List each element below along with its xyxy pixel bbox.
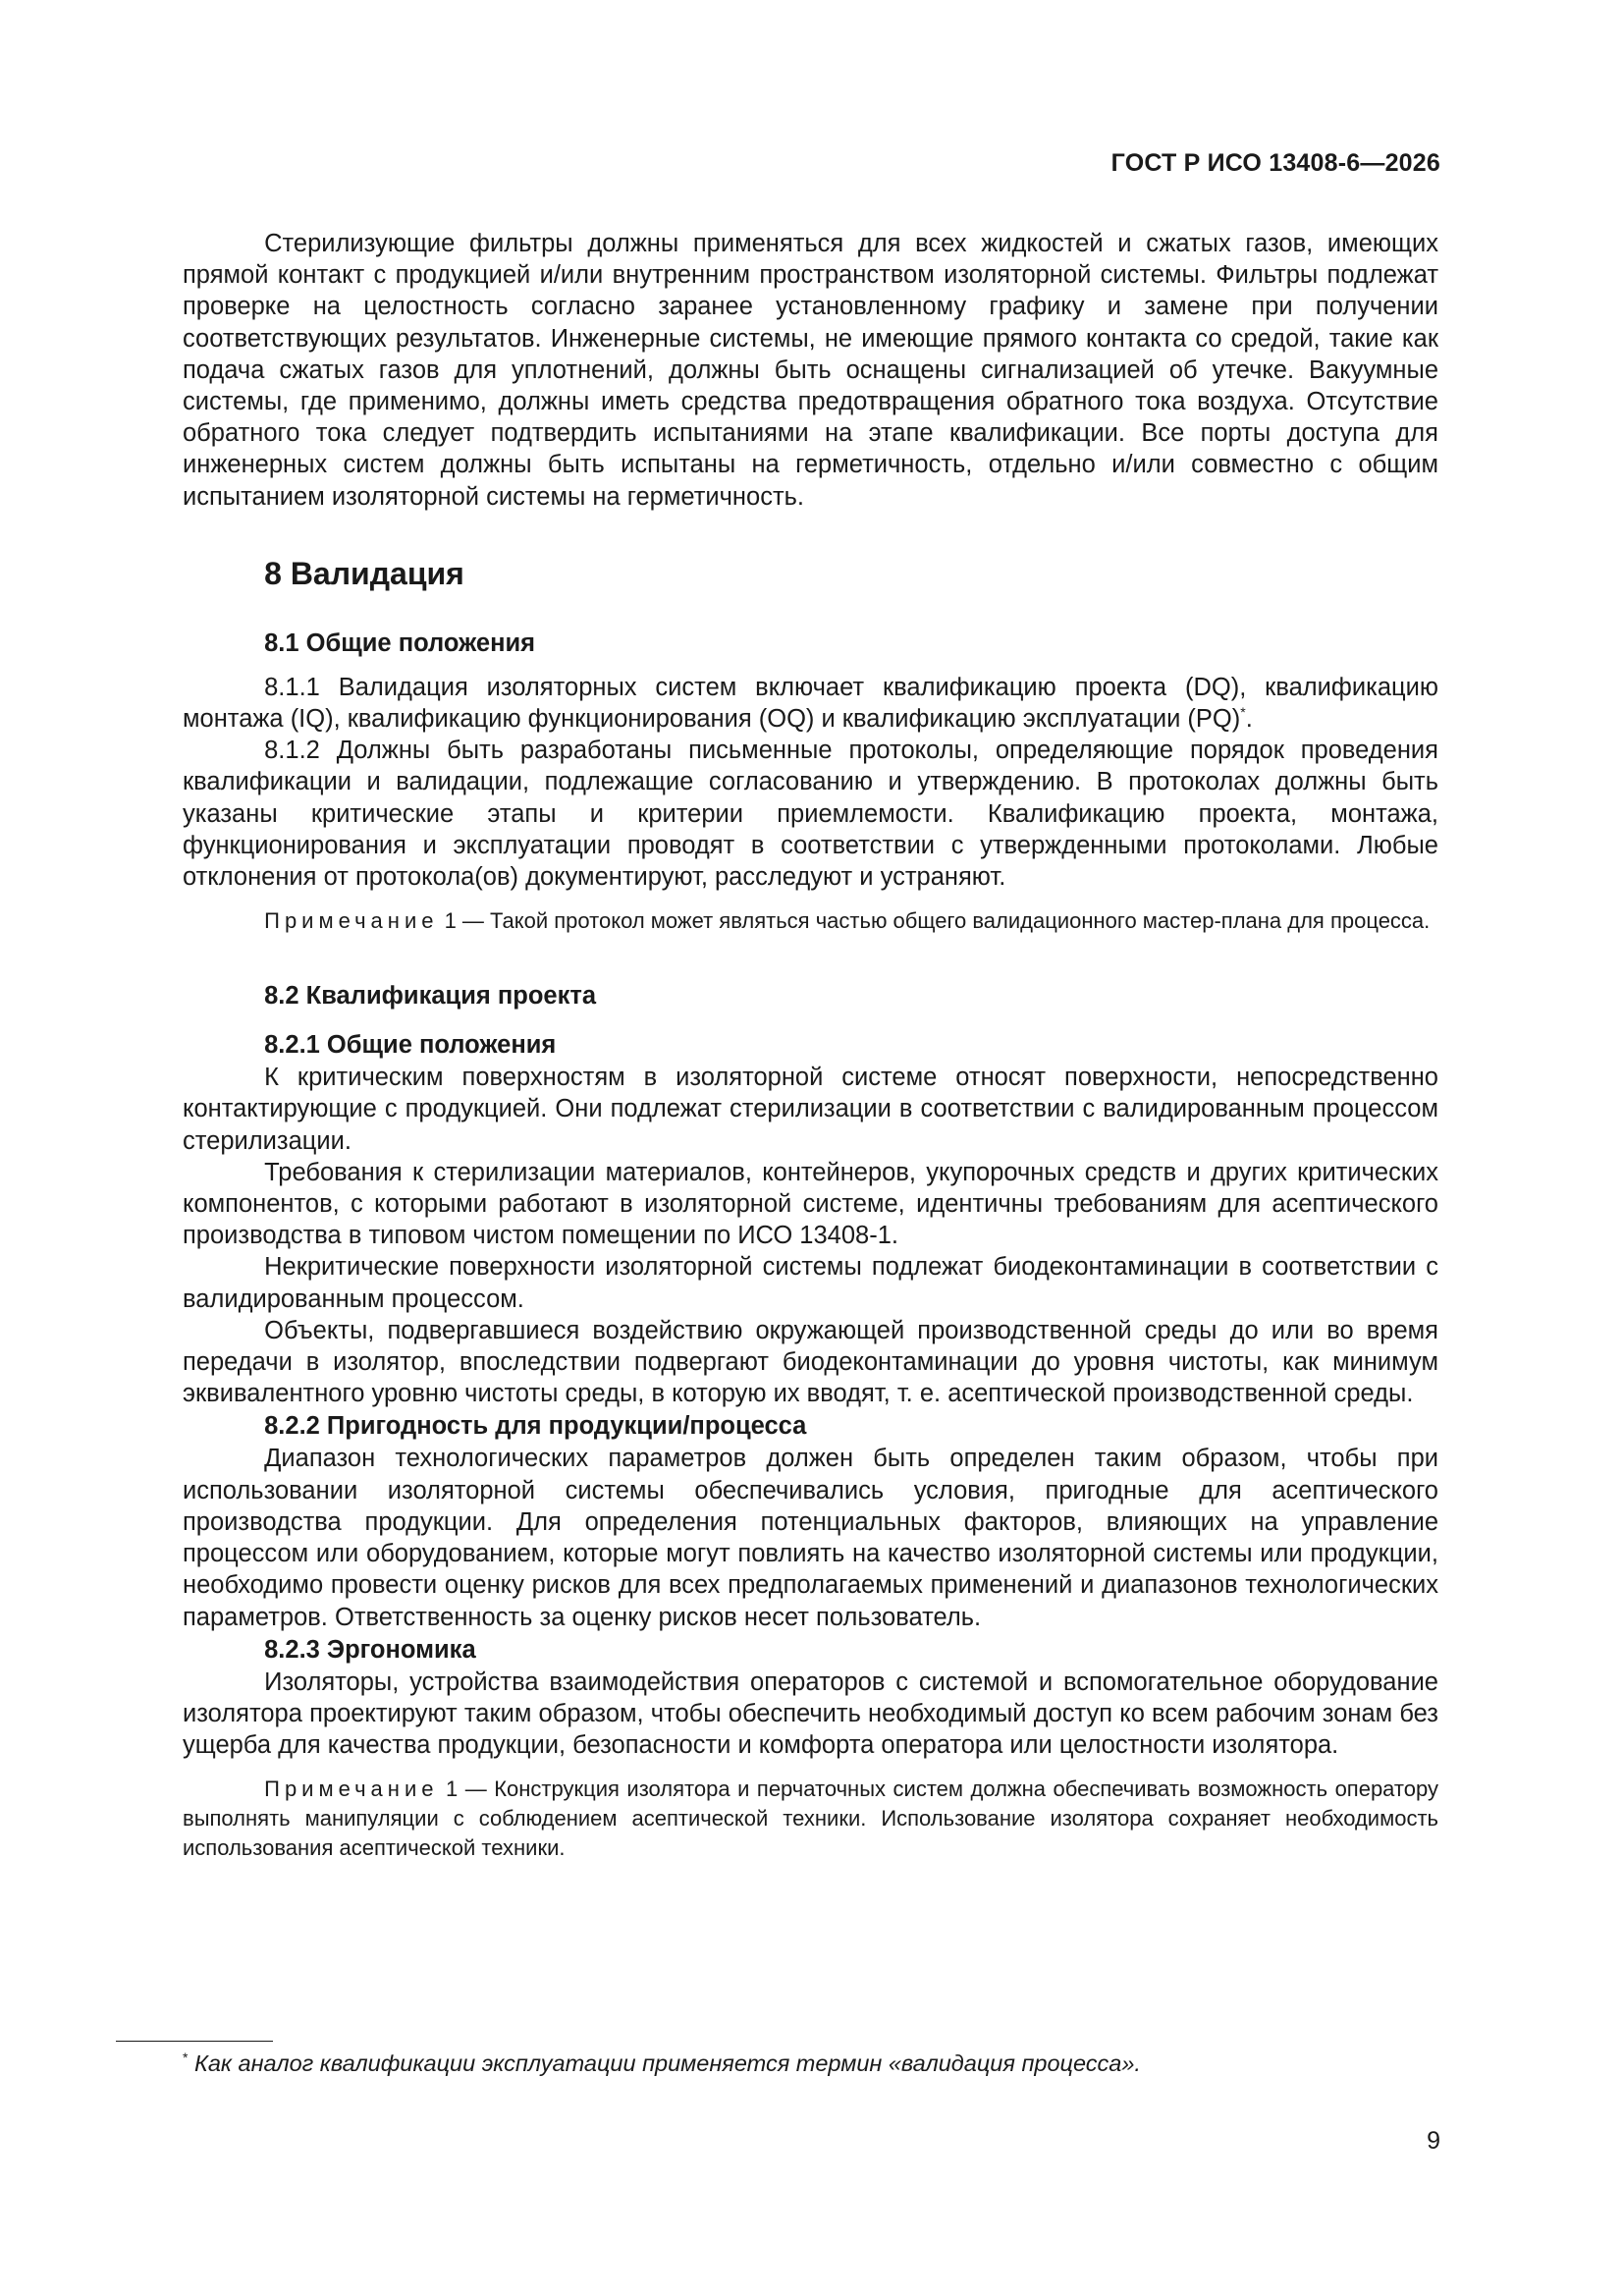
paragraph-8-1-1-text: 8.1.1 Валидация изоляторных систем включает квалификацию проекта (DQ), квалификацию монтажа (IQ), квалификацию функционирования (OQ) и квалификацию эксплуатации (PQ) <box>183 673 1438 734</box>
note-8-2-3 <box>183 1775 1438 1863</box>
paragraph-8-2-2: Диапазон технологических параметров должен быть определен таким образом, чтобы при использовании изоляторной системы обеспечивались условия, пригодные для асептического производства продукции. Для определения потенциальных факторов, влияющих на управление процессом или оборудованием, которые могут повлиять на качество изоляторной системы или продукции, необходимо провести оценку рисков для всех предполагаемых применений и диапазонов технологических параметров. Ответственность за оценку рисков несет пользователь. <box>183 1445 1438 1631</box>
paragraph-8-2-3: Изоляторы, устройства взаимодействия операторов с системой и вспомогательное оборудование изолятора проектируют таким образом, чтобы обеспечить необходимый доступ ко всем рабочим зонам без ущерба для качества продукции, безопасности и комфорта оператора или целостности изолятора. <box>183 1667 1438 1760</box>
paragraph-8-1-1-end: . <box>1245 705 1253 734</box>
note-text: 1 — Конструкция изолятора и перчаточных систем должна обеспечивать возможность оператору выполнять манипуляции с соблюдением асептической техники. Использование изолятора сохраняет необходимость использования асептической техники. <box>183 1777 1438 1861</box>
document-header: ГОСТ Р ИСО 13408-6—2026 <box>1110 149 1440 177</box>
section-8-2-1-title: 8.2.1 Общие положения <box>264 1031 557 1060</box>
section-8-2-3-title: 8.2.3 Эргономика <box>264 1635 476 1664</box>
footnote-text: Как аналог квалификации эксплуатации применяется термин «валидация процесса». <box>188 2050 1141 2076</box>
note-label: Примечание <box>264 1777 439 1802</box>
paragraph-8-1-2: 8.1.2 Должны быть разработаны письменные протоколы, определяющие порядок проведения квалификации и валидации, подлежащие согласованию и утверждению. В протоколах должны быть указаны критические этапы и критерии приемлемости. Квалификацию проекта, монтажа, функционирования и эксплуатации проводят в соответствии с утвержденными протоколами. Любые отклонения от протокола(ов) документируют, расследуют и устраняют. <box>183 737 1438 892</box>
paragraph-8-2-1-c: Некритические поверхности изоляторной системы подлежат биодеконтаминации в соответствии с валидированным процессом. <box>183 1253 1438 1313</box>
intro-paragraph: Стерилизующие фильтры должны применяться для всех жидкостей и сжатых газов, имеющих прямой контакт с продукцией и/или внутренним пространством изоляторной системы. Фильтры подлежат проверке на целостность согласно заранее установленному графику и замене при получении соответствующих результатов. Инженерные системы, не имеющие прямого контакта со средой, такие как подача сжатых газов для уплотнений, должны быть оснащены сигнализацией об утечке. Вакуумные системы, где применимо, должны иметь средства предотвращения обратного тока воздуха. Отсутствие обратного тока следует подтвердить испытаниями на этапе квалификации. Все порты доступа для инженерных систем должны быть испытаны на герметичность, отдельно и/или совместно с общим испытанием изоляторной системы на герметичность. <box>183 230 1438 511</box>
paragraph-8-1-1 <box>183 672 1438 735</box>
page-content <box>183 228 1438 1863</box>
section-8-title: 8 Валидация <box>264 555 464 591</box>
page-number: 9 <box>1427 2127 1440 2155</box>
paragraph-8-2-1-a: К критическим поверхностям в изоляторной системе относят поверхности, непосредственно контактирующие с продукцией. Они подлежат стерилизации в соответствии с валидированным процессом стерилизации. <box>183 1064 1438 1155</box>
paragraph-8-2-1-b: Требования к стерилизации материалов, контейнеров, укупорочных средств и других критических компонентов, с которыми работают в изоляторной системе, идентичны требованиям для асептического производства в типовом чистом помещении по ИСО 13408-1. <box>183 1158 1438 1250</box>
section-8-2-2-title: 8.2.2 Пригодность для продукции/процесса <box>264 1412 807 1441</box>
note-8-1 <box>183 906 1438 936</box>
footnote-ref: * <box>1240 704 1246 721</box>
footnote-divider <box>116 2041 273 2042</box>
paragraph-8-2-1-d: Объекты, подвергавшиеся воздействию окружающей производственной среды до или во время передачи в изолятор, впоследствии подвергают биодеконтаминации до уровня чистоты, как минимум эквивалентного уровню чистоты среды, в которую их вводят, т. е. асептической производственной среды. <box>183 1316 1438 1408</box>
note-label: Примечание <box>264 908 439 934</box>
section-8-1-title: 8.1 Общие положения <box>264 629 536 657</box>
note-text: 1 — Такой протокол может являться частью общего валидационного мастер-плана для процесса. <box>438 908 1431 934</box>
section-8-2-title: 8.2 Квалификация проекта <box>264 982 597 1011</box>
footnote-mark: * <box>183 2050 189 2065</box>
footnote <box>183 2050 1141 2077</box>
